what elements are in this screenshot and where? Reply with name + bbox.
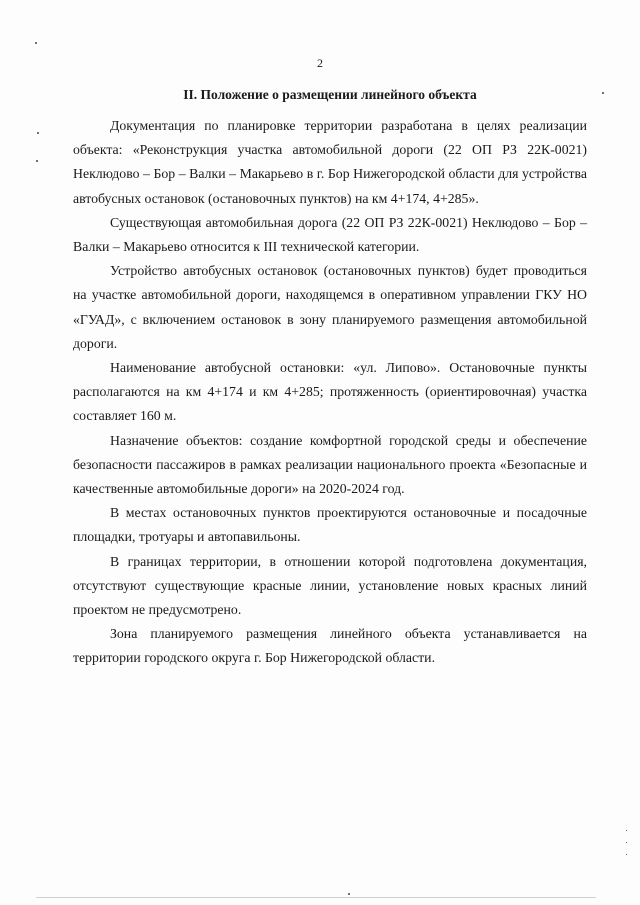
paragraph-bus-stop-name: Наименование автобусной остановки: «ул. Липово». Остановочные пункты располагаются на км 4+174 и км 4+285; протяженность (ориентировочная) участка составляет 160 м.: [73, 360, 587, 424]
paragraph-placement-zone: Зона планируемого размещения линейного объекта устанавливается на территории городского округа г. Бор Нижегородской области.: [73, 626, 587, 666]
scan-speck: [602, 92, 604, 94]
scan-speck: [37, 132, 39, 134]
scan-speck: [35, 42, 37, 44]
scan-speck: [626, 854, 627, 855]
scan-speck: [36, 160, 38, 162]
scan-speck: [626, 842, 627, 843]
paragraph-construction-site: Устройство автобусных остановок (остановочных пунктов) будет проводиться на участке автомобильной дороги, находящемся в оперативном управлении ГКУ НО «ГУАД», с включением остановок в зону планируемого размещения автомобильной дороги.: [73, 263, 587, 351]
scan-edge-line: [36, 897, 596, 898]
body-text: [73, 114, 587, 671]
scan-speck: [348, 893, 350, 895]
paragraph-objective: Назначение объектов: создание комфортной городской среды и обеспечение безопасности пассажиров в рамках реализации национального проекта «Безопасные и качественные автомобильные дороги» на 2020-2024 год.: [73, 432, 587, 497]
paragraph-red-lines: В границах территории, в отношении которой подготовлена документация, отсутствуют существующие красные линии, установление новых красных линий проектом не предусмотрено.: [73, 553, 587, 618]
paragraph-stop-facilities: В местах остановочных пунктов проектируются остановочные и посадочные площадки, тротуары и автопавильоны.: [73, 505, 587, 545]
paragraph-purpose: Документация по планировке территории разработана в целях реализации объекта: «Реконструкция участка автомобильной дороги (22 ОП РЗ 22К-0021) Неклюдово – Бор – Валки – Макарьево в г. Бор Нижегородской области для устройства автобусных остановок (остановочных пунктов) на км 4+174, 4+285».: [73, 118, 587, 206]
page-number: 2: [317, 56, 323, 70]
scan-speck: [626, 830, 627, 831]
paragraph-road-category: Существующая автомобильная дорога (22 ОП РЗ 22К-0021) Неклюдово – Бор – Валки – Макарьево относится к III технической категории.: [73, 214, 587, 255]
section-heading: II. Положение о размещении линейного объекта: [183, 87, 477, 102]
